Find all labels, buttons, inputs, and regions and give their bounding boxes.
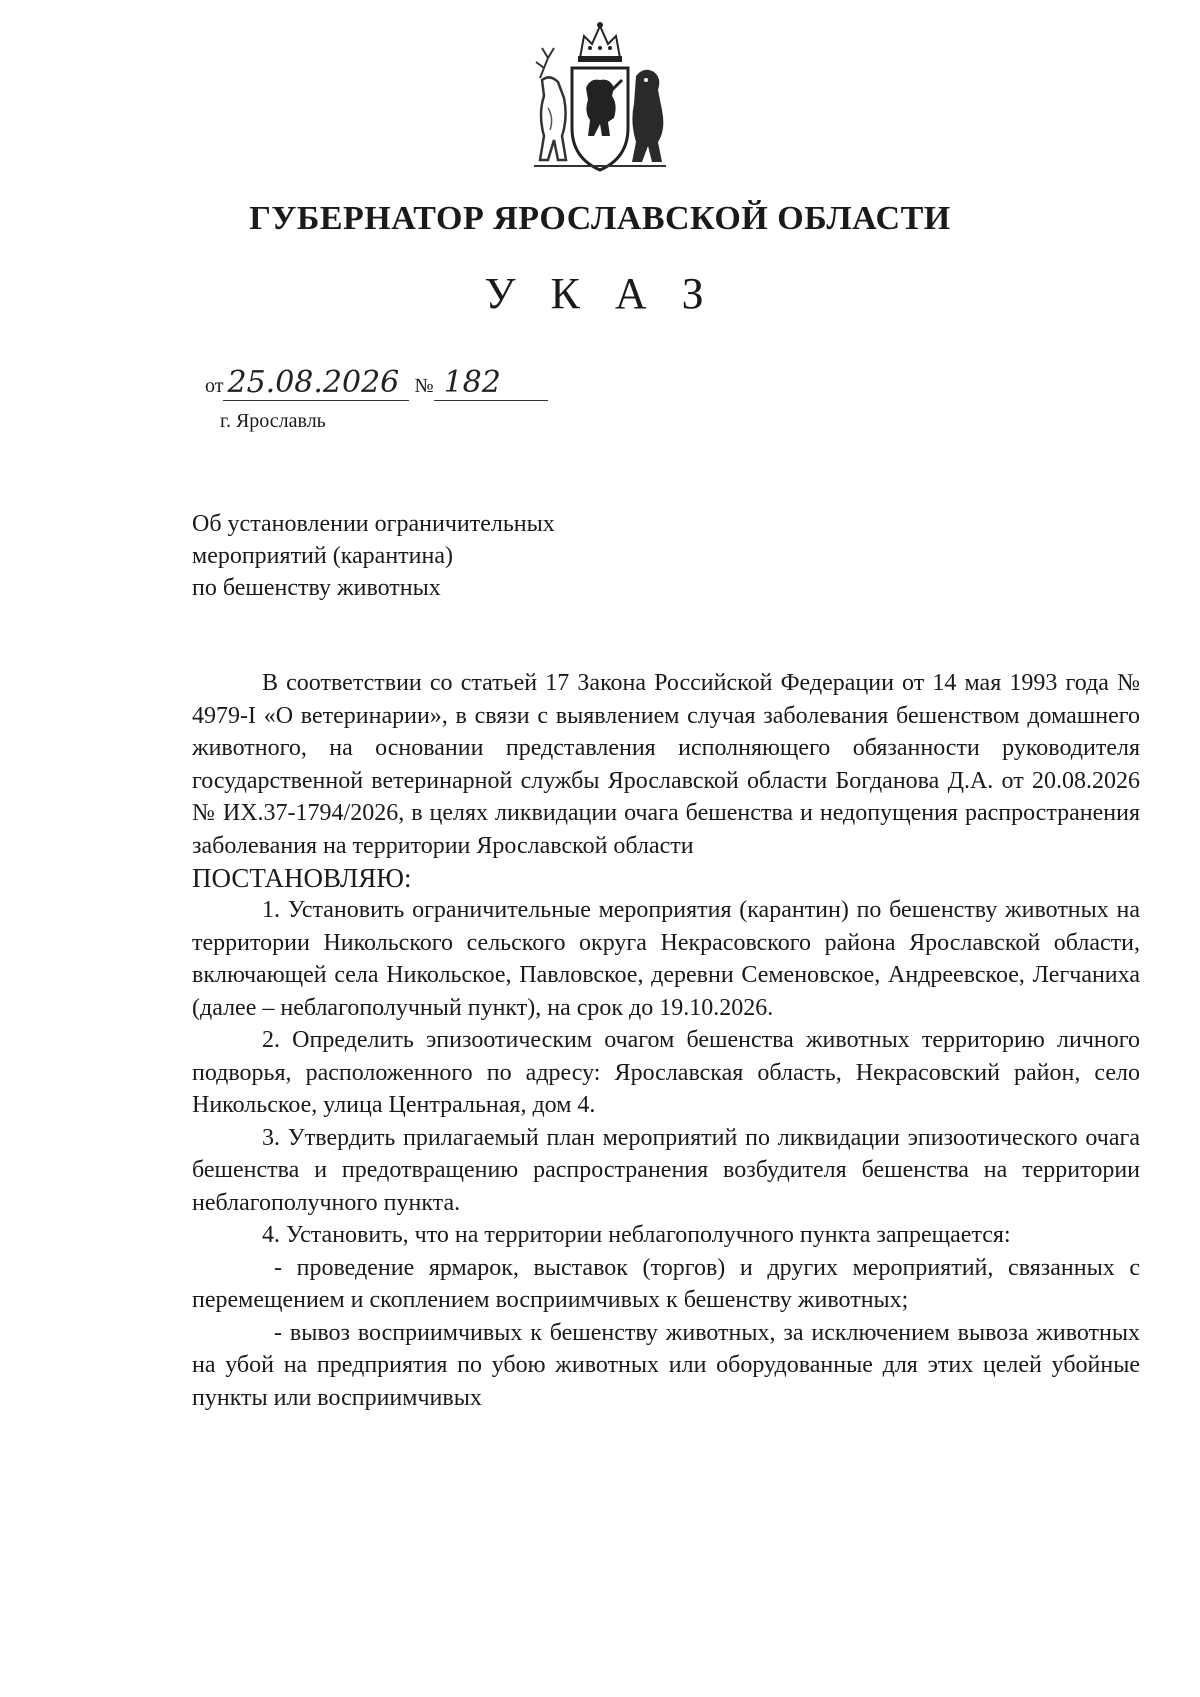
preamble-paragraph: В соответствии со статьей 17 Закона Российской Федерации от 14 мая 1993 года № 4979-I «О ветеринарии», в связи с выявлением случая заболевания бешенством домашнего животного, на основании представления исполняющего обязанности руководителя государственной ветеринарной службы Ярославской области Богданова Д.А. от 20.08.2026 № ИХ.37-1794/2026, в целях ликвидации очага бешенства и недопущения распространения заболевания на территории Ярославской области	[192, 670, 1140, 859]
handwritten-number: 182	[434, 365, 548, 401]
issuing-authority: ГУБЕРНАТОР ЯРОСЛАВСКОЙ ОБЛАСТИ	[249, 200, 951, 237]
issue-city: г. Ярославль	[220, 410, 326, 432]
decree-word: ПОСТАНОВЛЯЮ:	[192, 863, 412, 893]
document-subject	[192, 508, 555, 604]
subject-line: по бешенству животных	[192, 575, 441, 601]
clause-paragraph: 3. Утвердить прилагаемый план мероприятий по ликвидации эпизоотического очага бешенства и предотвращению распространения возбудителя бешенства на территории неблагополучного пункта.	[192, 1124, 1140, 1216]
clause-paragraph: 1. Установить ограничительные мероприятия (карантин) по бешенству животных на территории Никольского сельского округа Некрасовского района Ярославской области, включающей села Никольское, Павловское, деревни Семеновское, Андреевское, Легчаниха (далее – неблагополучный пункт), на срок до 19.10.2026.	[192, 897, 1140, 1021]
date-prefix: от	[205, 375, 224, 397]
document-type: У К А З	[484, 269, 716, 318]
document-body	[192, 667, 1140, 1414]
handwritten-date: 25.08.2026	[223, 365, 409, 401]
clause-paragraph: 4. Установить, что на территории неблагополучного пункта запрещается:	[262, 1222, 1011, 1248]
subject-line: Об установлении ограничительных	[192, 511, 555, 537]
subject-line: мероприятий (карантина)	[192, 543, 453, 569]
prohibition-item: - вывоз восприимчивых к бешенству животных, за исключением вывоза животных на убой на предприятия по убою животных или оборудованные для этих целей убойные пункты или восприимчивых	[192, 1319, 1140, 1411]
decree-date-number	[205, 365, 548, 401]
prohibition-item: - проведение ярмарок, выставок (торгов) и других мероприятий, связанных с перемещением и скоплением восприимчивых к бешенству животных;	[192, 1254, 1140, 1313]
number-prefix: №	[414, 375, 434, 397]
coat-of-arms-emblem	[528, 18, 672, 180]
clause-paragraph: 2. Определить эпизоотическим очагом бешенства животных территорию личного подворья, расположенного по адресу: Ярославская область, Некрасовский район, село Никольское, улица Центральная, дом 4.	[192, 1027, 1140, 1118]
